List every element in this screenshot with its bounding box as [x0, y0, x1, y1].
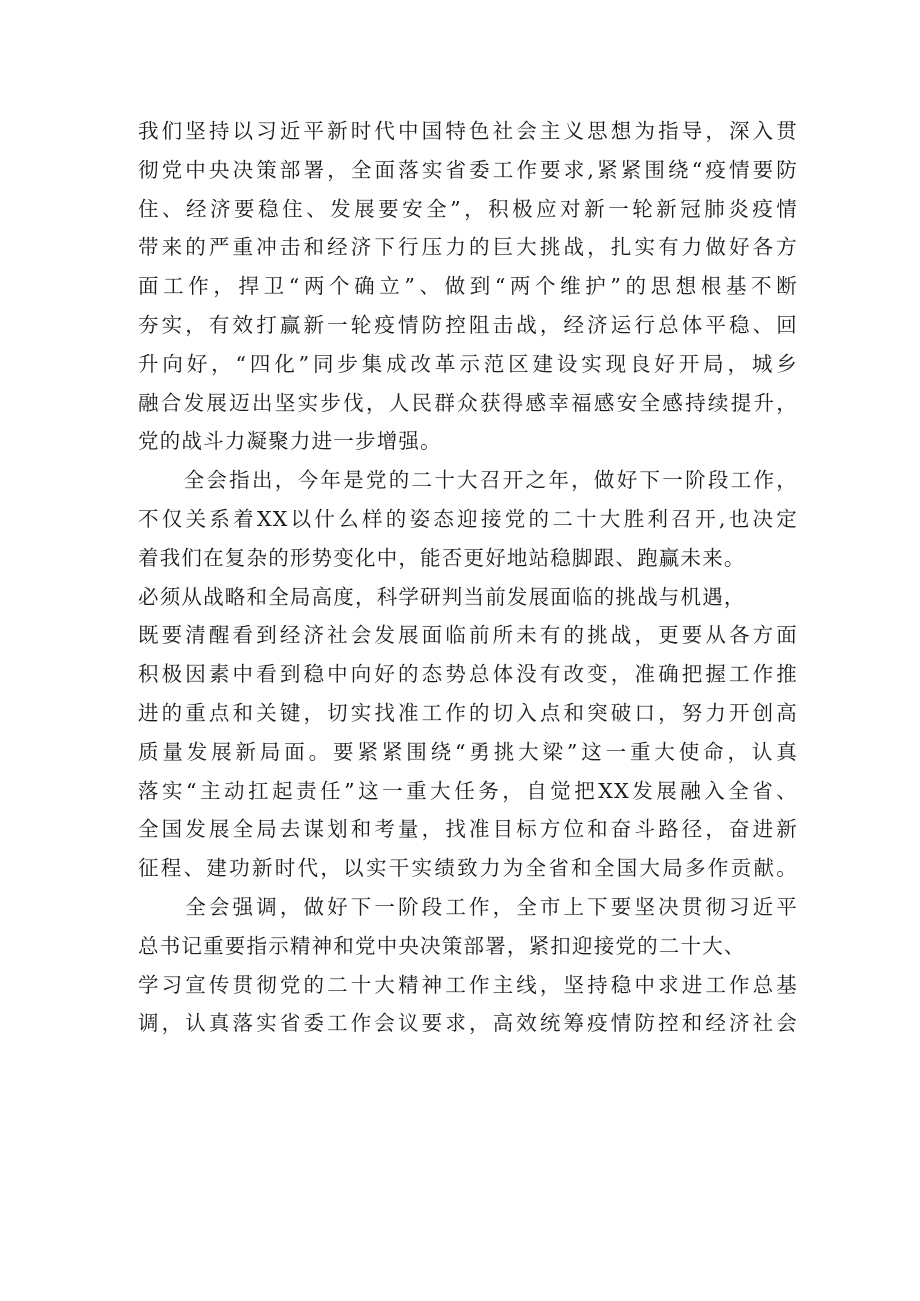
text-line: 总书记重要指示精神和党中央决策部署，紧扣迎接党的二十大、: [138, 933, 746, 958]
text-line: 既要清醒看到经济社会发展面临前所未有的挑战，更要从各方面: [138, 623, 798, 648]
text-line: 面工作，捍卫“两个确立”、做到“两个维护”的思想根基不断: [138, 274, 798, 299]
text-line: 落实“主动扛起责任”这一重大任务，自觉把XX发展融入全省、: [138, 778, 798, 803]
text-line: 党的战斗力凝聚力进一步增强。: [138, 429, 442, 454]
text-line: 征程、建功新时代，以实干实绩致力为全省和全国大局多作贡献。: [138, 856, 798, 881]
paragraph-1: [138, 112, 798, 461]
text-line: 质量发展新局面。要紧紧围绕“勇挑大梁”这一重大使命，认真: [138, 739, 798, 764]
paragraph-2: [138, 461, 798, 888]
text-line: 着我们在复杂的形势变化中，能否更好地站稳脚跟、跑赢未来。: [138, 545, 746, 570]
text-line: 融合发展迈出坚实步伐，人民群众获得感幸福感安全感持续提升，: [138, 390, 798, 415]
text-line: 带来的严重冲击和经济下行压力的巨大挑战，扎实有力做好各方: [138, 235, 798, 260]
text-line: 升向好，“四化”同步集成改革示范区建设实现良好开局，城乡: [138, 351, 798, 376]
text-line: 住、经济要稳住、发展要安全”，积极应对新一轮新冠肺炎疫情: [138, 196, 798, 221]
text-line: 彻党中央决策部署，全面落实省委工作要求,紧紧围绕“疫情要防: [138, 157, 798, 182]
text-line: 夯实，有效打赢新一轮疫情防控阻击战，经济运行总体平稳、回: [138, 312, 798, 337]
text-line: 全会指出，今年是党的二十大召开之年，做好下一阶段工作，: [138, 468, 798, 493]
text-line: 我们坚持以习近平新时代中国特色社会主义思想为指导，深入贯: [138, 119, 798, 143]
document-body: [138, 112, 798, 1043]
paragraph-3: [138, 888, 798, 1043]
text-line: 进的重点和关键，切实找准工作的切入点和突破口，努力开创高: [138, 700, 798, 725]
text-line: 全会强调，做好下一阶段工作，全市上下要坚决贯彻习近平: [138, 894, 798, 919]
text-line: 调，认真落实省委工作会议要求，高效统筹疫情防控和经济社会: [138, 1011, 798, 1036]
text-line: 不仅关系着XX以什么样的姿态迎接党的二十大胜利召开,也决定: [138, 506, 798, 531]
text-line: 积极因素中看到稳中向好的态势总体没有改变，准确把握工作推: [138, 662, 798, 687]
text-line: 全国发展全局去谋划和考量，找准目标方位和奋斗路径，奋进新: [138, 817, 798, 842]
text-line: 必须从战略和全局高度，科学研判当前发展面临的挑战与机遇，: [138, 584, 746, 609]
text-line: 学习宣传贯彻党的二十大精神工作主线，坚持稳中求进工作总基: [138, 972, 798, 997]
